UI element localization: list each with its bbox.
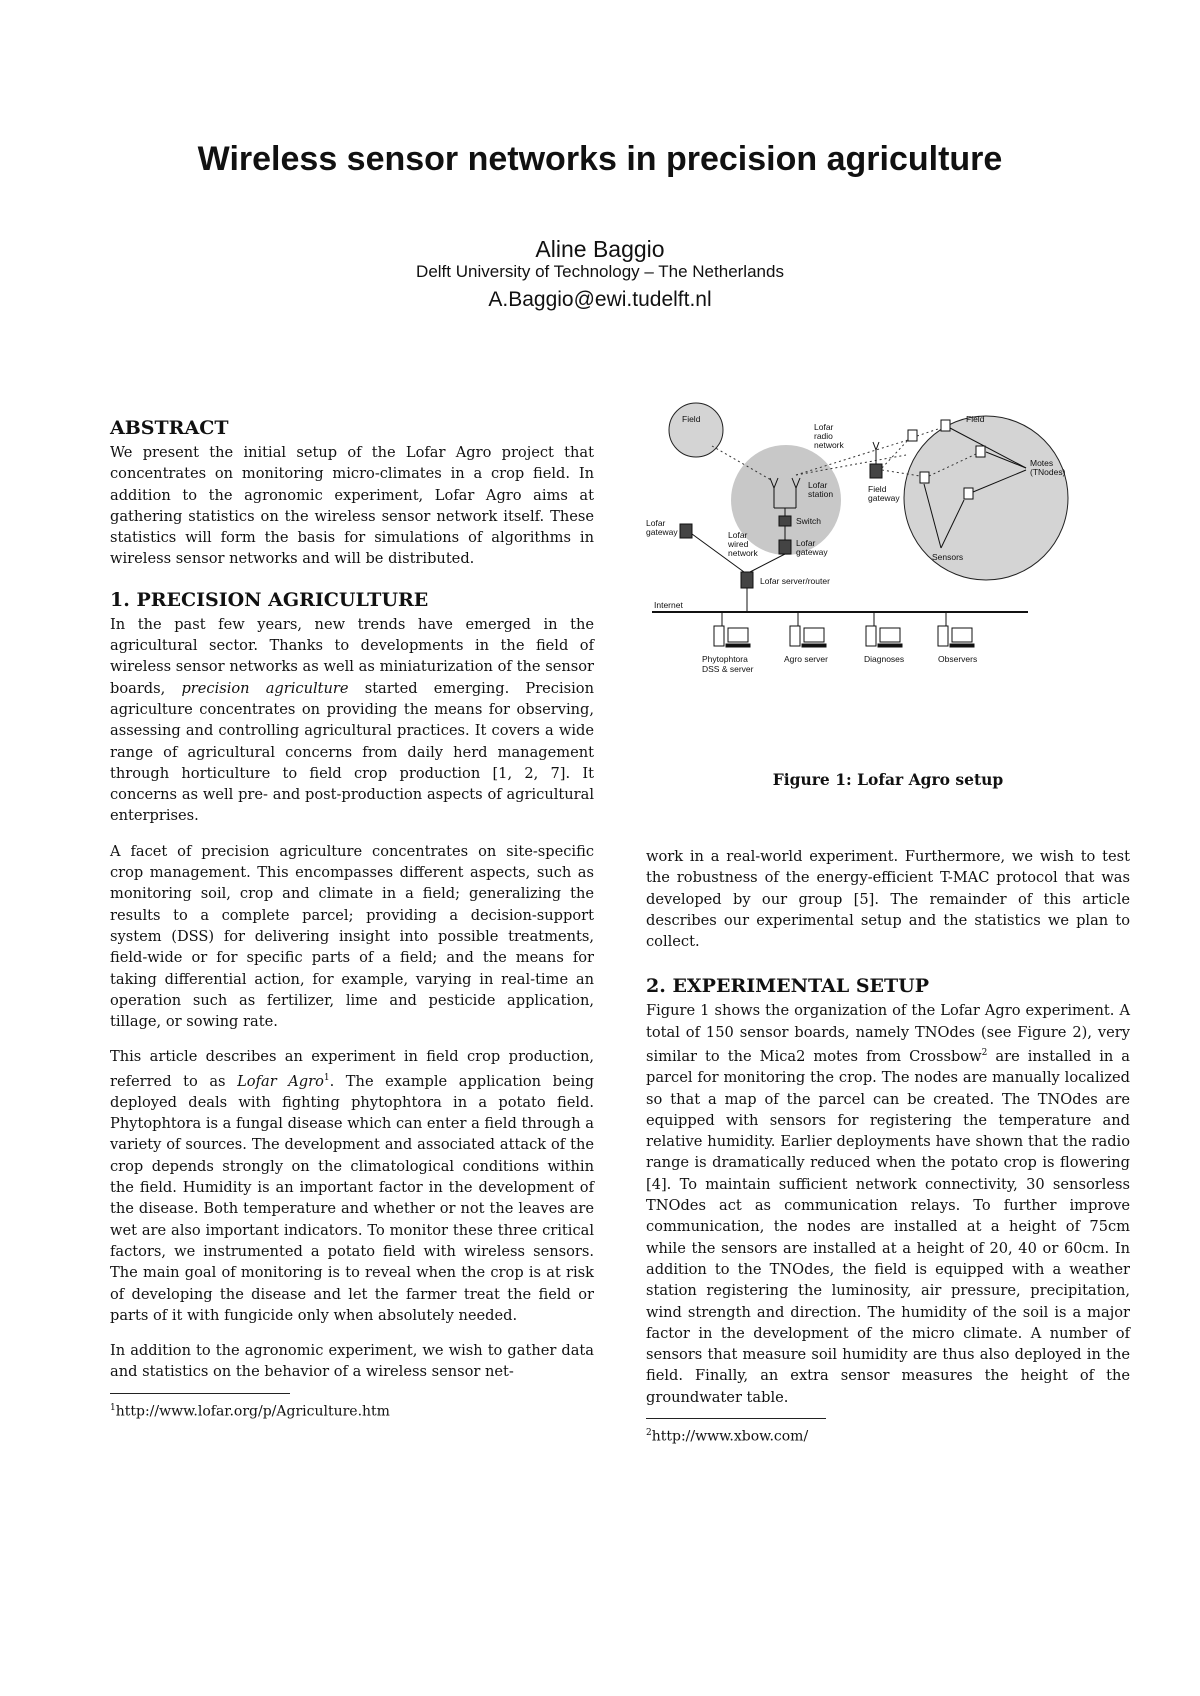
lofar-radio-network-label: Lofar radio network xyxy=(814,422,844,450)
section-1-paragraph-4: In addition to the agronomic experiment, we wish to gather data and statistics on the behavior of a wireless sensor net- xyxy=(110,1342,594,1381)
lofar-wired-network-label: Lofar wired network xyxy=(728,530,758,558)
mote-icon xyxy=(941,420,950,431)
radio-link xyxy=(882,440,908,468)
lofar-station-label: Lofar station xyxy=(808,480,834,499)
text-run: . The example application being deployed deals with fighting phytophtora in a potato field. Phytophtora is a fungal disease which can enter a field through a variety of sources. The development and associated attack of the crop depends strongly on the climatological conditions within the field. Humidity is an important factor in the development of the disease. Both temperature and whether or not the leaves are wet are also important indicators. To monitor these three critical factors, we instrumented a potato field with wireless sensors. The main goal of monitoring is to reveal when the crop is at risk of developing the disease and let the farmer treat the field or parts of it with fungicide only when absolutely needed. xyxy=(110,1072,595,1324)
abstract-text: We present the initial setup of the Lofar Agro project that concentrates on monitoring micro-climates in a crop field. In addition to the agronomic experiment, Lofar Agro aims at gathering statistics on the wireless sensor network itself. These statistics will form the basis for simulations of algorithms in wireless sensor networks and will be distributed. xyxy=(110,444,594,568)
author-name: Aline Baggio xyxy=(535,236,665,262)
emphasis-lofar-agro: Lofar Agro xyxy=(237,1072,324,1090)
text-run: In the past few years, new trends have emerged in the agricultural sector. Thanks to developments in the field of wireless sensor networks as well as miniaturization of the sensor boards, xyxy=(110,615,594,697)
footnote-2 xyxy=(646,1423,1130,1448)
footnote-mark-1: 1 xyxy=(323,1072,330,1083)
field-left-circle xyxy=(669,403,723,457)
text-run: Figure 1 shows the organization of the Lofar Agro experiment. A total of 150 sensor boards, namely TNOdes (see Figure 2), very similar to the Mica2 motes from Crossbow xyxy=(646,1002,1130,1065)
footnote-mark-2: 2 xyxy=(981,1048,988,1059)
emphasis-precision-agriculture: precision agriculture xyxy=(181,679,349,697)
field-gateway-label: Field gateway xyxy=(868,484,900,503)
footnote-rule xyxy=(646,1418,826,1419)
computer-observers xyxy=(938,612,974,647)
computer-diagnoses xyxy=(866,612,902,647)
switch-icon xyxy=(779,516,791,526)
motes-label: Motes (TNodes) xyxy=(1030,458,1066,477)
field-gateway-icon xyxy=(870,464,882,478)
server-router-icon xyxy=(741,572,753,588)
figure-1-diagram xyxy=(646,400,1130,770)
section-1-heading: 1. PRECISION AGRICULTURE xyxy=(110,588,429,611)
mote-icon xyxy=(964,488,973,499)
text-run: This article describes an experiment in field crop production, referred to as xyxy=(110,1048,594,1090)
footnote-number: 2 xyxy=(646,1427,652,1438)
sensors-label: Sensors xyxy=(932,552,964,562)
footnote-link: http://www.xbow.com/ xyxy=(651,1428,809,1445)
diagnoses-label: Diagnoses xyxy=(864,654,905,664)
footnote-number: 1 xyxy=(110,1402,116,1413)
section-2-paragraph-1 xyxy=(646,1000,1130,1408)
phytophtora-label: Phytophtora DSS & server xyxy=(702,654,754,674)
computer-phytophtora xyxy=(714,612,750,647)
author-email: A.Baggio@ewi.tudelft.nl xyxy=(488,288,712,311)
observers-label: Observers xyxy=(938,654,978,664)
section-1-continuation: work in a real-world experiment. Furthermore, we wish to test the robustness of the energy-efficient T-MAC protocol that was developed by our group [5]. The remainder of this article describes our experimental setup and the statistics we plan to collect. xyxy=(646,848,1130,951)
lofar-gateway-center-icon xyxy=(779,540,791,554)
author-affiliation: Delft University of Technology – The Netherlands xyxy=(416,262,784,281)
footnote-1 xyxy=(110,1398,594,1423)
lofar-gateway-left-label: Lofar gateway xyxy=(646,518,678,537)
field-left-label: Field xyxy=(682,414,701,424)
paper-title: Wireless sensor networks in precision agriculture xyxy=(197,140,1003,178)
field-right-circle xyxy=(904,416,1068,580)
mote-icon xyxy=(920,472,929,483)
abstract-heading: ABSTRACT xyxy=(110,417,229,439)
field-right-label: Field xyxy=(966,414,985,424)
text-run: are installed in a parcel for monitoring the crop. The nodes are manually localized so that a map of the parcel can be created. The TNOdes are equipped with sensors for registering the temperature and relative humidity. Earlier deployments have shown that the radio range is dramatically reduced when the potato crop is flowering [4]. To maintain sufficient network connectivity, 30 sensorless TNOdes act as communication relays. To further improve communication, the nodes are installed at a height of 75cm while the sensors are installed at a height of 20, 40 or 60cm. In addition to the TNOdes, the field is equipped with a weather station registering the luminosity, air pressure, precipitation, wind strength and direction. The humidity of the soil is a major factor in the development of the micro climate. A number of sensors that measure soil humidity are thus also deployed in the field. Finally, an extra sensor measures the height of the groundwater table. xyxy=(646,1047,1130,1406)
section-1-paragraph-3 xyxy=(110,1046,594,1326)
mote-icon xyxy=(976,446,985,457)
agro-server-label: Agro server xyxy=(784,654,828,664)
text-run: started emerging. Precision agriculture concentrates on providing the means for observing, assessing and controlling agricultural practices. It covers a wide range of agricultural concerns from daily herd management through horticulture to field crop production [1, 2, 7]. It concerns as well pre- and post-production aspects of agricultural enterprises. xyxy=(110,679,594,825)
antenna-icon xyxy=(873,442,879,464)
switch-label: Switch xyxy=(796,516,822,526)
left-column xyxy=(110,416,594,1423)
lofar-gateway-center-label: Lofar gateway xyxy=(796,538,828,557)
computer-agro-server xyxy=(790,612,826,647)
lofar-gateway-left-icon xyxy=(680,524,692,538)
internet-label: Internet xyxy=(654,600,683,610)
figure-1-caption: Figure 1: Lofar Agro setup xyxy=(772,770,1004,789)
section-2-heading: 2. EXPERIMENTAL SETUP xyxy=(646,975,930,998)
footnote-link: http://www.lofar.org/p/Agriculture.htm xyxy=(115,1403,390,1420)
mote-icon xyxy=(908,430,917,441)
section-1-paragraph-2: A facet of precision agriculture concentrates on site-specific crop management. This encompasses different aspects, such as monitoring soil, crop and climate in a field; generalizing the results to a complete parcel; providing a decision-support system (DSS) for delivering insight into possible treatments, field-wide or for specific parts of a field; and the means for taking differential action, for example, varying in real-time an operation such as fertilizer, lime and pesticide application, tillage, or sowing rate. xyxy=(110,842,594,1031)
footnote-rule xyxy=(110,1393,290,1394)
lofar-server-router-label: Lofar server/router xyxy=(760,576,830,586)
right-column xyxy=(646,846,1130,1448)
section-1-paragraph-1 xyxy=(110,614,594,827)
